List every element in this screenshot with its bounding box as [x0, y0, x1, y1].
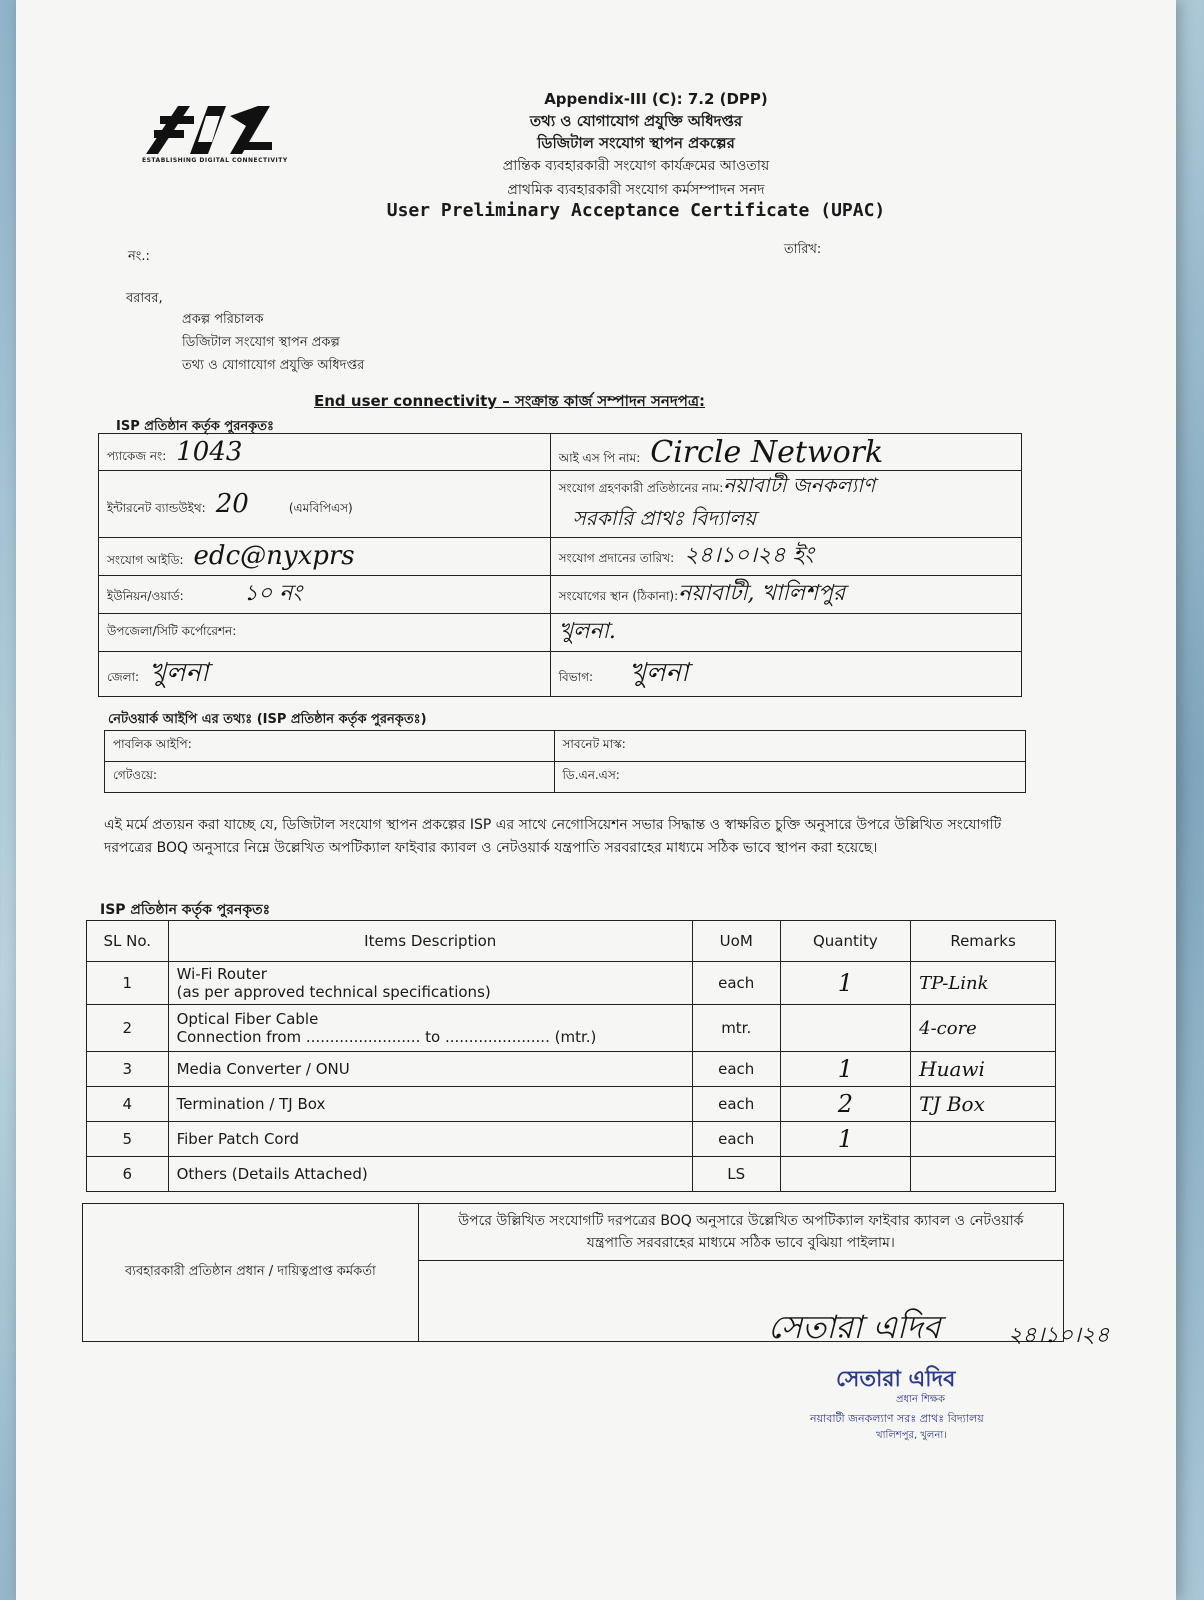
- network-section-title: নেটওয়ার্ক আইপি এর তথ্যঃ (ISP প্রতিষ্ঠান কর্তৃক পুরনকৃতঃ): [108, 712, 427, 727]
- row-sl: 6: [87, 1157, 169, 1192]
- table-row: [87, 1052, 1056, 1087]
- conn-id-cell: [99, 538, 551, 576]
- col-remarks: Remarks: [911, 921, 1056, 962]
- dns-label: ডি.এন.এস:: [554, 762, 1026, 793]
- address-line-2: ডিজিটাল সংযোগ স্থাপন প্রকল্প: [182, 335, 340, 350]
- conn-date-value: ২৪।১০।২৪ ইং: [684, 543, 814, 568]
- row-desc-sub: (as per approved technical specifications): [176, 983, 491, 1001]
- program-heading: প্রান্তিক ব্যবহারকারী সংযোগ কার্যক্রমের আওতায়: [502, 158, 770, 174]
- row-remarks: [911, 1157, 1056, 1192]
- certificate-title-bn: প্রাথমিক ব্যবহারকারী সংযোগ কর্মসম্পাদন সনদ: [507, 182, 765, 198]
- acceptance-role-label: ব্যবহারকারী প্রতিষ্ঠান প্রধান / দায়িত্বপ্রাপ্ত কর্মকর্তা: [83, 1204, 419, 1342]
- address-line-3: তথ্য ও যোগাযোগ প্রযুক্তি অধিদপ্তর: [182, 358, 365, 373]
- conn-date-label: সংযোগ প্রদানের তারিখ:: [558, 551, 675, 565]
- table-row: [87, 1087, 1056, 1122]
- row-remarks: 4-core: [911, 1005, 1056, 1052]
- row-desc: [168, 962, 692, 1005]
- row-qty: 1: [780, 962, 911, 1005]
- isp-name-label: আই এস পি নাম:: [558, 450, 641, 465]
- table-row: [87, 962, 1056, 1005]
- row-desc: [168, 1005, 692, 1052]
- row-desc-main: Optical Fiber Cable: [176, 1010, 319, 1028]
- gateway-label: গেটওয়ে:: [105, 762, 555, 793]
- division-cell: [550, 652, 1021, 697]
- row-desc: Termination / TJ Box: [168, 1087, 692, 1122]
- location-value-1: নয়াবাটী, খালিশপুর: [678, 581, 846, 606]
- row-remarks: TJ Box: [911, 1087, 1056, 1122]
- row-qty: 2: [780, 1087, 911, 1122]
- row-sl: 4: [87, 1087, 169, 1122]
- col-uom: UoM: [692, 921, 780, 962]
- row-qty: [780, 1005, 911, 1052]
- col-sl: SL No.: [87, 921, 169, 962]
- acceptance-statement: উপরে উল্লিখিত সংযোগটি দরপত্রের BOQ অনুসারে উল্লেখিত অপটিক্যাল ফাইবার ক্যাবল ও নেটওয়ার্ক যন্ত্রপাতি সরবরাহের মাধ্যমে সঠিক ভাবে বুঝিয়া পাইলাম।: [418, 1204, 1063, 1261]
- district-cell: [99, 652, 551, 697]
- row-desc: Others (Details Attached): [168, 1157, 692, 1192]
- package-label: প্যাকেজ নং:: [107, 448, 167, 463]
- upazila-label: উপজেলা/সিটি কর্পোরেশন:: [107, 623, 237, 638]
- row-qty: 1: [780, 1122, 911, 1157]
- stamp-line-2: নয়াবাটী জনকল্যাণ সরঃ প্রাথঃ বিদ্যালয়: [810, 1412, 984, 1425]
- bandwidth-value: 20: [215, 488, 249, 519]
- location-label: সংযোগের স্থান (ঠিকানা):: [558, 589, 679, 603]
- items-section-title: ISP প্রতিষ্ঠান কর্তৃক পুরনকৃতঃ: [100, 902, 271, 918]
- upazila-cell: [99, 614, 551, 652]
- row-remarks: Huawi: [911, 1052, 1056, 1087]
- connection-info-table: [98, 433, 1022, 697]
- bandwidth-unit: (এমবিপিএস): [288, 500, 353, 515]
- conn-id-label: সংযোগ আইডি:: [107, 553, 184, 567]
- signature-date: ২৪।১০।২৪: [1008, 1323, 1110, 1348]
- department-heading: তথ্য ও যোগাযোগ প্রযুক্তি অধিদপ্তর: [529, 112, 743, 130]
- package-cell: [99, 434, 551, 471]
- receiver-value-2: সরকারি প্রাথঃ বিদ্যালয়: [572, 506, 757, 530]
- isp-section-title: ISP প্রতিষ্ঠান কর্তৃক পুরনকৃতঃ: [116, 419, 274, 434]
- row-uom: LS: [692, 1157, 780, 1192]
- receiver-label: সংযোগ গ্রহণকারী প্রতিষ্ঠানের নাম:: [558, 481, 724, 495]
- project-heading: ডিজিটাল সংযোগ স্থাপন প্রকল্পের: [537, 134, 735, 152]
- ref-number-label: নং.:: [128, 249, 150, 264]
- network-info-table: [104, 730, 1026, 793]
- conn-id-value: edc@nyxprs: [193, 541, 355, 571]
- bandwidth-label: ইন্টারনেট ব্যান্ডউইথ:: [107, 500, 206, 515]
- isp-name-value: Circle Network: [650, 434, 884, 470]
- col-desc: Items Description: [168, 921, 692, 962]
- district-label: জেলা:: [107, 670, 140, 684]
- row-uom: each: [692, 1122, 780, 1157]
- address-line-1: প্রকল্প পরিচালক: [182, 312, 264, 327]
- col-qty: Quantity: [780, 921, 911, 962]
- row-remarks: [911, 1122, 1056, 1157]
- receiver-value-1: নয়াবাটী জনকল্যাণ: [723, 473, 876, 497]
- row-uom: mtr.: [692, 1005, 780, 1052]
- row-desc: Fiber Patch Cord: [168, 1122, 692, 1157]
- subnet-label: সাবনেট মাস্ক:: [554, 731, 1026, 762]
- address-to: বরাবর,: [126, 291, 163, 306]
- signature-cell: [418, 1261, 1063, 1342]
- stamp-name: সেতারা এদিব: [836, 1367, 956, 1392]
- row-sl: 5: [87, 1122, 169, 1157]
- row-qty: [780, 1157, 911, 1192]
- public-ip-label: পাবলিক আইপি:: [105, 731, 555, 762]
- row-desc: Media Converter / ONU: [168, 1052, 692, 1087]
- district-value: খুলনা: [149, 658, 209, 688]
- row-sl: 1: [87, 962, 169, 1005]
- table-row: [87, 1005, 1056, 1052]
- declaration-paragraph: এই মর্মে প্রত্যয়ন করা যাচ্ছে যে, ডিজিটাল সংযোগ স্থাপন প্রকল্পের ISP এর সাথে নেগোসিয়েশন সভার সিদ্ধান্ত ও স্বাক্ষরিত চুক্তি অনুসারে উপরে উল্লিখিত সংযোগটি দরপত্রের BOQ অনুসারে নিম্নে উল্লেখিত অপটিক্যাল ফাইবার ক্যাবল ও নেটওয়ার্ক যন্ত্রপাতি সরবরাহের মাধ্যমে সঠিক ভাবে স্থাপন করা হয়েছে।: [104, 817, 1002, 856]
- stamp-line-1: প্রধান শিক্ষক: [896, 1394, 945, 1405]
- bandwidth-cell: [99, 471, 551, 538]
- row-uom: each: [692, 1087, 780, 1122]
- row-qty: 1: [780, 1052, 911, 1087]
- isp-name-cell: [550, 434, 1021, 471]
- conn-date-cell: [550, 538, 1021, 576]
- row-uom: each: [692, 1052, 780, 1087]
- logo-caption: ESTABLISHING DIGITAL CONNECTIVITY: [142, 157, 288, 164]
- signature: সেতারা এদিব: [768, 1308, 941, 1346]
- union-label: ইউনিয়ন/ওয়ার্ড:: [107, 589, 184, 603]
- row-sl: 3: [87, 1052, 169, 1087]
- package-value: 1043: [176, 436, 243, 467]
- items-header-row: [87, 921, 1056, 962]
- division-label: বিভাগ:: [558, 670, 594, 684]
- row-desc-main: Wi-Fi Router: [176, 965, 267, 983]
- row-sl: 2: [87, 1005, 169, 1052]
- stamp-line-3: খালিশপুর, খুলনা।: [876, 1430, 947, 1441]
- date-label: তারিখ:: [784, 242, 822, 257]
- location-value-2: খুলনা.: [558, 619, 616, 644]
- table-row: [87, 1122, 1056, 1157]
- appendix-heading: Appendix-III (C): 7.2 (DPP): [544, 90, 768, 108]
- items-table: [86, 920, 1056, 1192]
- subject-line: End user connectivity – সংক্রান্ত কার্জ সম্পাদন সনদপত্র:: [314, 392, 705, 410]
- table-row: [87, 1157, 1056, 1192]
- location-cell: [550, 576, 1021, 614]
- row-uom: each: [692, 962, 780, 1005]
- division-value: খুলনা: [629, 658, 689, 688]
- certificate-page: [16, 0, 1176, 1600]
- receiver-cell: [550, 471, 1021, 538]
- union-value: ১০ নং: [243, 581, 302, 606]
- row-desc-sub: Connection from ........................ to ...................... (mtr.): [176, 1028, 597, 1046]
- certificate-title-en: User Preliminary Acceptance Certificate (UPAC): [386, 200, 886, 221]
- location-cont-cell: [550, 614, 1021, 652]
- row-remarks: TP-Link: [911, 962, 1056, 1005]
- union-cell: [99, 576, 551, 614]
